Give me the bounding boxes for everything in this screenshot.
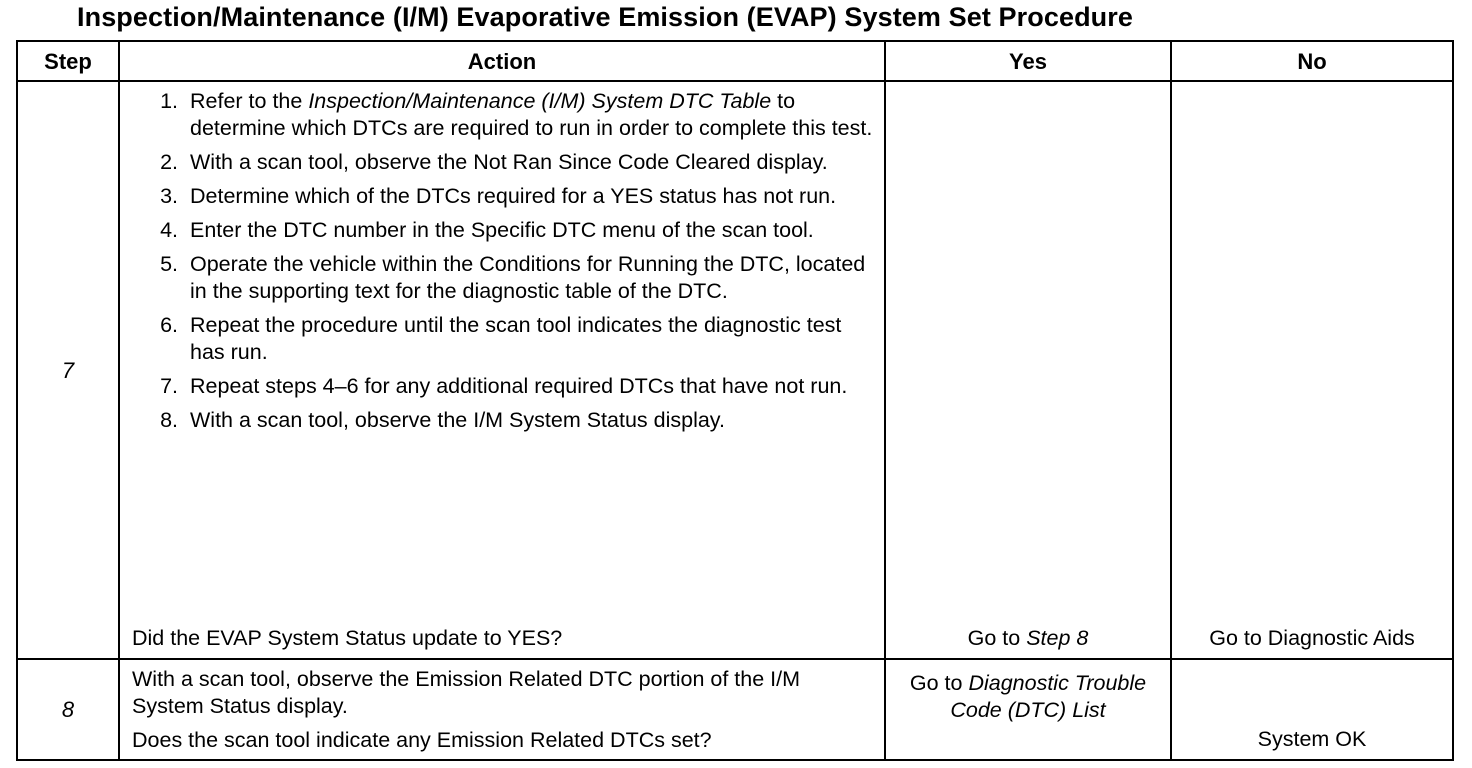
instruction-text: Refer to the [190,89,309,113]
instruction-number: 4. [160,218,178,242]
instruction-text: Enter the DTC number in the Specific DTC menu of the scan tool. [190,218,814,242]
instruction-item [132,312,876,366]
instruction-item [132,217,876,244]
decision-question: Did the EVAP System Status update to YES? [132,626,563,650]
yes-action [886,625,1170,652]
instruction-text: With a scan tool, observe the I/M System Status display. [190,408,725,432]
instruction-text: Repeat the procedure until the scan tool indicates the diagnostic test has run. [190,313,842,364]
table-row-step-8 [17,659,1453,760]
header-no: No [1171,41,1453,81]
instruction-text: Operate the vehicle within the Conditions for Running the DTC, located in the supporting text for the diagnostic table of the DTC. [190,252,866,303]
step-number: 8 [17,659,119,760]
instruction-item [132,251,876,305]
instruction-item [132,183,876,210]
dtc-list-link[interactable]: Diagnostic Trouble Code (DTC) List [950,671,1147,722]
table-header-row [17,41,1453,81]
page-title: Inspection/Maintenance (I/M) Evaporative Emission (EVAP) System Set Procedure [77,2,1133,32]
yes-cell [885,659,1171,760]
table-row-step-7 [17,81,1453,659]
header-step: Step [17,41,119,81]
step-number: 7 [17,81,119,659]
instruction-text: With a scan tool, observe the Not Ran Since Code Cleared display. [190,150,828,174]
no-action: System OK [1257,727,1367,751]
procedure-table [16,40,1454,761]
header-yes: Yes [885,41,1171,81]
header-action: Action [119,41,885,81]
instruction-list [132,88,876,434]
instruction-number: 3. [160,184,178,208]
yes-prefix: Go to [967,626,1027,650]
instruction-text: Repeat steps 4–6 for any additional required DTCs that have not run. [190,374,848,398]
no-cell [1171,659,1453,760]
instruction-number: 1. [160,89,178,113]
action-cell [119,81,885,659]
no-cell [1171,81,1453,659]
goto-step-8-link[interactable]: Step 8 [1026,626,1089,650]
instruction-item [132,373,876,400]
no-action: Go to Diagnostic Aids [1209,626,1415,650]
instruction-text: With a scan tool, observe the Emission Related DTC portion of the I/M System Status display. [132,667,800,718]
instruction-number: 2. [160,150,178,174]
instruction-text: Determine which of the DTCs required for a YES status has not run. [190,184,837,208]
action-cell [119,659,885,760]
instruction-item [132,88,876,142]
instruction-number: 5. [160,252,178,276]
yes-prefix: Go to [909,671,969,695]
instruction-text: to determine which DTCs are required to run in order to complete this test. [190,89,873,140]
instruction-item [132,407,876,434]
instruction-item [132,149,876,176]
instruction-number: 7. [160,374,178,398]
instruction-number: 6. [160,313,178,337]
yes-cell [885,81,1171,659]
instruction-number: 8. [160,408,178,432]
table-reference-link[interactable]: Inspection/Maintenance (I/M) System DTC Table [308,89,772,113]
decision-question: Does the scan tool indicate any Emission Related DTCs set? [132,728,712,752]
